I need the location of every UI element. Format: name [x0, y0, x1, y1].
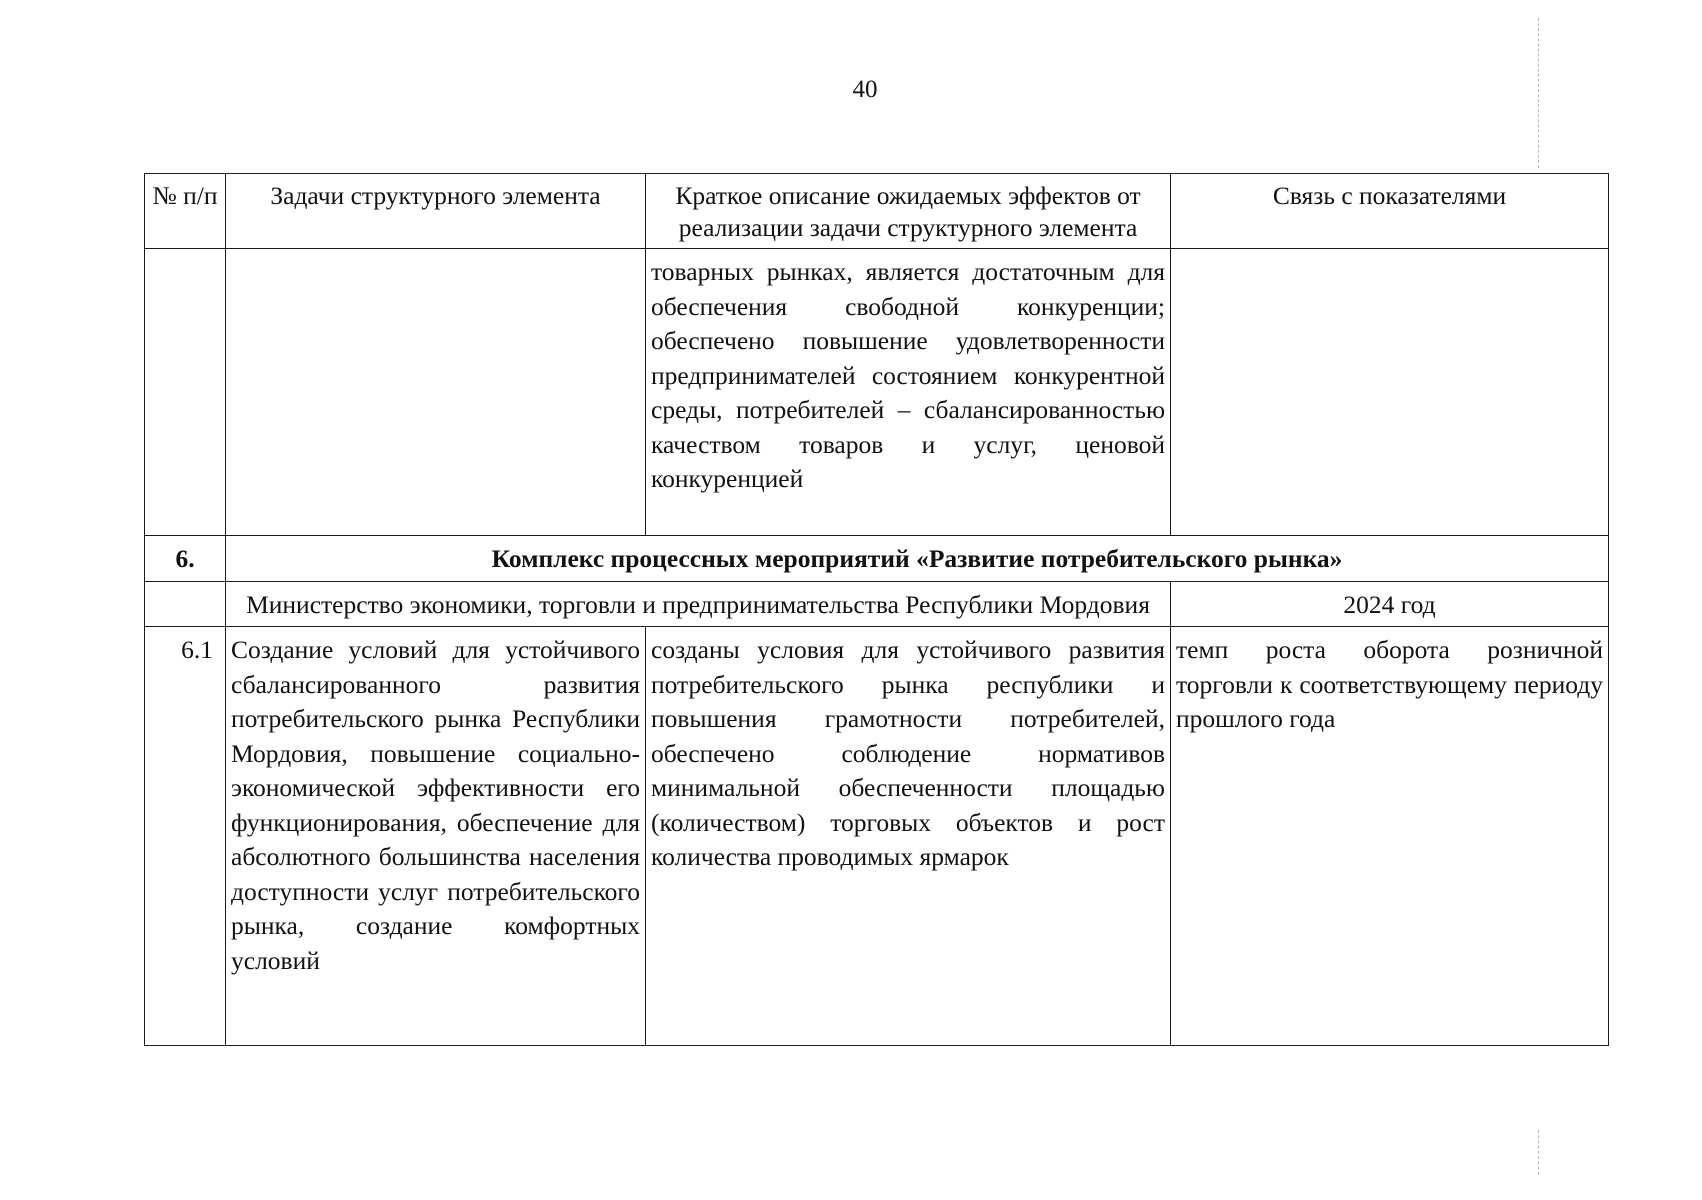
scan-edge-mark-top [1538, 18, 1539, 168]
row-number: 6.1 [145, 627, 226, 1046]
section-title: Комплекс процессных мероприятий «Развитие потребительского рынка» [226, 536, 1609, 582]
header-num: № п/п [145, 174, 226, 249]
cell-tasks: Создание условий для устойчивого сбалансированного развития потребительского рынка Республики Мордовия, повышение социально-экономической эффективности его функционирования, обеспечение для абсолютного большинства населения доступности услуг потребительского рынка, создание комфортных условий [226, 627, 646, 1046]
scan-edge-mark-bottom [1538, 1130, 1539, 1175]
cell-indicators: темп роста оборота розничной торговли к соответствующему периоду прошлого года [1171, 627, 1609, 1046]
cell-num [145, 249, 226, 536]
header-effects: Краткое описание ожидаемых эффектов от реализации задачи структурного элемента [646, 174, 1171, 249]
cell-num-empty [145, 581, 226, 627]
responsible-row [145, 581, 1609, 627]
header-tasks: Задачи структурного элемента [226, 174, 646, 249]
header-indicators: Связь с показателями [1171, 174, 1609, 249]
tasks-table [144, 173, 1609, 1046]
table-header-row [145, 174, 1609, 249]
cell-effects: товарных рынках, является достаточным для обеспечения свободной конкуренции; обеспечено повышение удовлетворенности предпринимателей состоянием конкурентной среды, потребителей – сбалансированностью качеством товаров и услуг, ценовой конкуренцией [646, 249, 1171, 536]
section-number: 6. [145, 536, 226, 582]
table-row-6-1 [145, 627, 1609, 1046]
cell-indicators [1171, 249, 1609, 536]
responsible-ministry: Министерство экономики, торговли и предпринимательства Республики Мордовия [226, 581, 1171, 627]
cell-effects: созданы условия для устойчивого развития потребительского рынка республики и повышения грамотности потребителей, обеспечено соблюдение нормативов минимальной обеспеченности площадью (количеством) торговых объектов и рост количества проводимых ярмарок [646, 627, 1171, 1046]
page-number: 40 [852, 76, 878, 103]
table-row-continuation [145, 249, 1609, 536]
cell-tasks [226, 249, 646, 536]
section-row [145, 536, 1609, 582]
responsible-year: 2024 год [1171, 581, 1609, 627]
